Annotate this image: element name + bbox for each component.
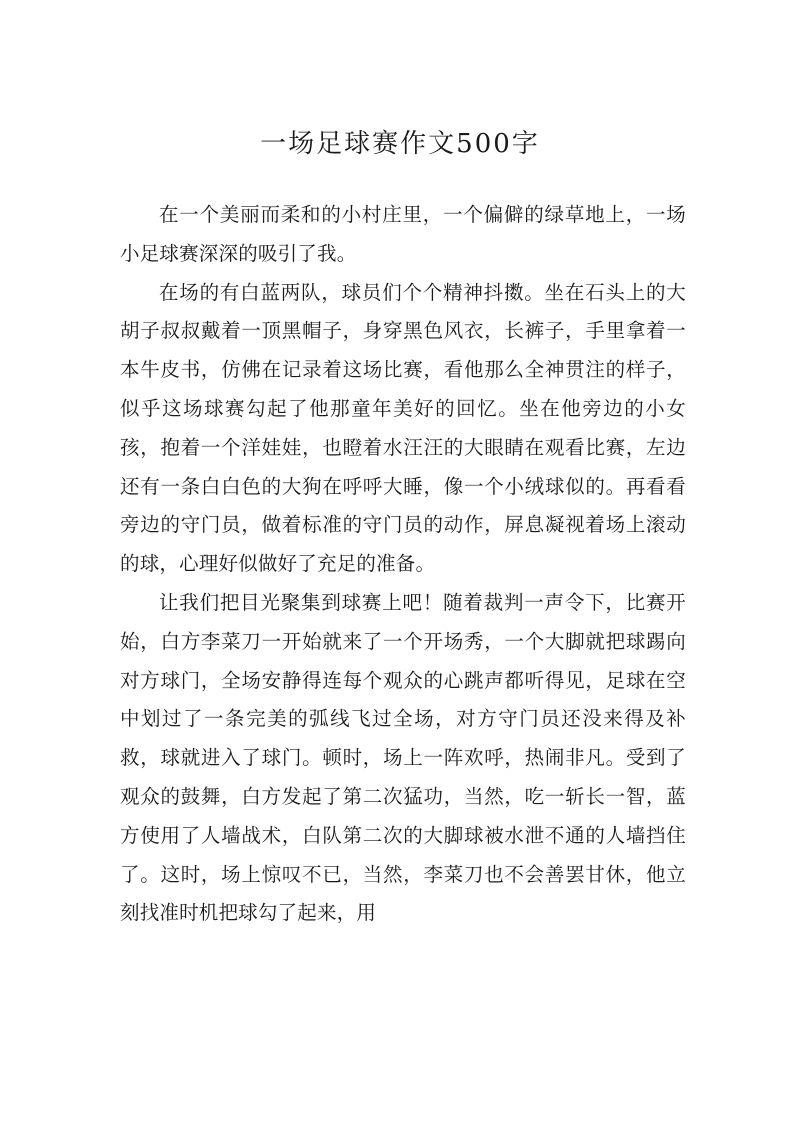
paragraph-1: 在一个美丽而柔和的小村庄里，一个偏僻的绿草地上，一场小足球赛深深的吸引了我。 bbox=[120, 203, 686, 265]
paragraph-3: 让我们把目光聚集到球赛上吧！随着裁判一声令下，比赛开始，白方李菜刀一开始就来了一个开场秀，一个大脚就把球踢向对方球门，全场安静得连每个观众的心跳声都听得见，足球在空中划过了一条完美的弧线飞过全场，对方守门员还没来得及补救，球就进入了球门。顿时，场上一阵欢呼，热闹非凡。受到了观众的鼓舞，白方发起了第二次猛功，当然，吃一斩长一智，蓝方使用了人墙战术，白队第二次的大脚球被水泄不通的人墙挡住了。这时，场上惊叹不已，当然，李菜刀也不会善罢甘休，他立刻找准时机把球勾了起来，用 bbox=[120, 590, 686, 925]
paragraph-2: 在场的有白蓝两队，球员们个个精神抖擞。坐在石头上的大胡子叔叔戴着一顶黑帽子，身穿黑色风衣，长裤子，手里拿着一本牛皮书，仿佛在记录着这场比赛，看他那么全神贯注的样子，似乎这场球赛勾起了他那童年美好的回忆。坐在他旁边的小女孩，抱着一个洋娃娃，也瞪着水汪汪的大眼睛在观看比赛，左边还有一条白白色的大狗在呼呼大睡，像一个小绒球似的。再看看旁边的守门员，做着标准的守门员的动作，屏息凝视着场上滚动的球，心理好似做好了充足的准备。 bbox=[120, 280, 686, 576]
document-body bbox=[120, 196, 686, 933]
document-title: 一场足球赛作文500字 bbox=[260, 129, 540, 159]
